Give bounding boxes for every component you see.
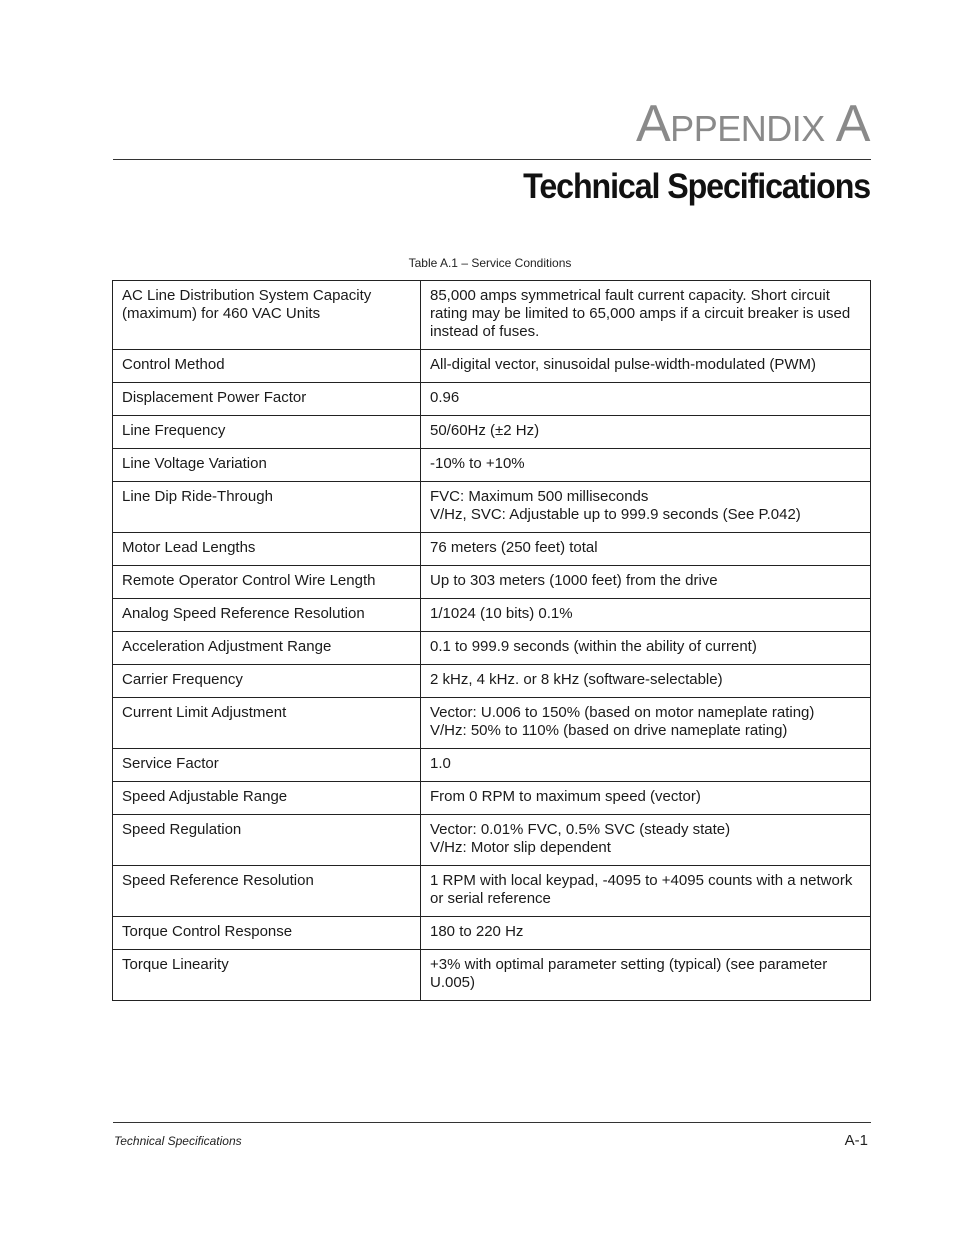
value-cell: All-digital vector, sinusoidal pulse-width-modulated (PWM) [421, 350, 871, 383]
parameter-cell: Line Dip Ride-Through [113, 482, 421, 533]
parameter-cell: Line Voltage Variation [113, 449, 421, 482]
value-cell: Vector: 0.01% FVC, 0.5% SVC (steady state) V/Hz: Motor slip dependent [421, 815, 871, 866]
value-cell: 1/1024 (10 bits) 0.1% [421, 599, 871, 632]
parameter-cell: AC Line Distribution System Capacity (maximum) for 460 VAC Units [113, 281, 421, 350]
table-row [113, 815, 871, 866]
value-cell: 0.96 [421, 383, 871, 416]
parameter-cell: Speed Adjustable Range [113, 782, 421, 815]
value-cell: 2 kHz, 4 kHz. or 8 kHz (software-selectable) [421, 665, 871, 698]
parameter-cell: Line Frequency [113, 416, 421, 449]
value-cell: 1 RPM with local keypad, -4095 to +4095 counts with a network or serial reference [421, 866, 871, 917]
table-row [113, 416, 871, 449]
table-row [113, 665, 871, 698]
value-cell: 50/60Hz (±2 Hz) [421, 416, 871, 449]
parameter-cell: Current Limit Adjustment [113, 698, 421, 749]
table-row [113, 749, 871, 782]
value-cell: Up to 303 meters (1000 feet) from the drive [421, 566, 871, 599]
parameter-cell: Speed Reference Resolution [113, 866, 421, 917]
parameter-cell: Remote Operator Control Wire Length [113, 566, 421, 599]
table-row [113, 482, 871, 533]
value-cell: 0.1 to 999.9 seconds (within the ability of current) [421, 632, 871, 665]
parameter-cell: Acceleration Adjustment Range [113, 632, 421, 665]
parameter-cell: Torque Control Response [113, 917, 421, 950]
table-row [113, 917, 871, 950]
page-number: A-1 [844, 1132, 868, 1149]
value-cell: 85,000 amps symmetrical fault current capacity. Short circuit rating may be limited to 65,000 amps if a circuit breaker is used instead of fuses. [421, 281, 871, 350]
table-caption: Table A.1 – Service Conditions [408, 256, 572, 270]
value-cell: +3% with optimal parameter setting (typical) (see parameter U.005) [421, 950, 871, 1001]
table-row [113, 599, 871, 632]
parameter-cell: Service Factor [113, 749, 421, 782]
value-cell: From 0 RPM to maximum speed (vector) [421, 782, 871, 815]
value-cell: 76 meters (250 feet) total [421, 533, 871, 566]
value-cell: -10% to +10% [421, 449, 871, 482]
appendix-heading: Appendix A [636, 95, 870, 153]
footer-rule [113, 1122, 871, 1123]
parameter-cell: Analog Speed Reference Resolution [113, 599, 421, 632]
table-row [113, 449, 871, 482]
header-rule [113, 159, 871, 160]
table-row [113, 698, 871, 749]
parameter-cell: Displacement Power Factor [113, 383, 421, 416]
parameter-cell: Torque Linearity [113, 950, 421, 1001]
parameter-cell: Speed Regulation [113, 815, 421, 866]
table-row [113, 533, 871, 566]
table-row [113, 632, 871, 665]
table-row [113, 350, 871, 383]
table-row [113, 782, 871, 815]
table-row [113, 866, 871, 917]
value-cell: Vector: U.006 to 150% (based on motor nameplate rating) V/Hz: 50% to 110% (based on drive nameplate rating) [421, 698, 871, 749]
parameter-cell: Carrier Frequency [113, 665, 421, 698]
parameter-cell: Motor Lead Lengths [113, 533, 421, 566]
value-cell: 180 to 220 Hz [421, 917, 871, 950]
table-row [113, 383, 871, 416]
table-row [113, 566, 871, 599]
parameter-cell: Control Method [113, 350, 421, 383]
table-row [113, 281, 871, 350]
value-cell: 1.0 [421, 749, 871, 782]
service-conditions-table [112, 280, 871, 1001]
footer-section-title: Technical Specifications [114, 1134, 242, 1148]
value-cell: FVC: Maximum 500 milliseconds V/Hz, SVC: Adjustable up to 999.9 seconds (See P.042) [421, 482, 871, 533]
table-row [113, 950, 871, 1001]
page-title: Technical Specifications [523, 167, 870, 206]
